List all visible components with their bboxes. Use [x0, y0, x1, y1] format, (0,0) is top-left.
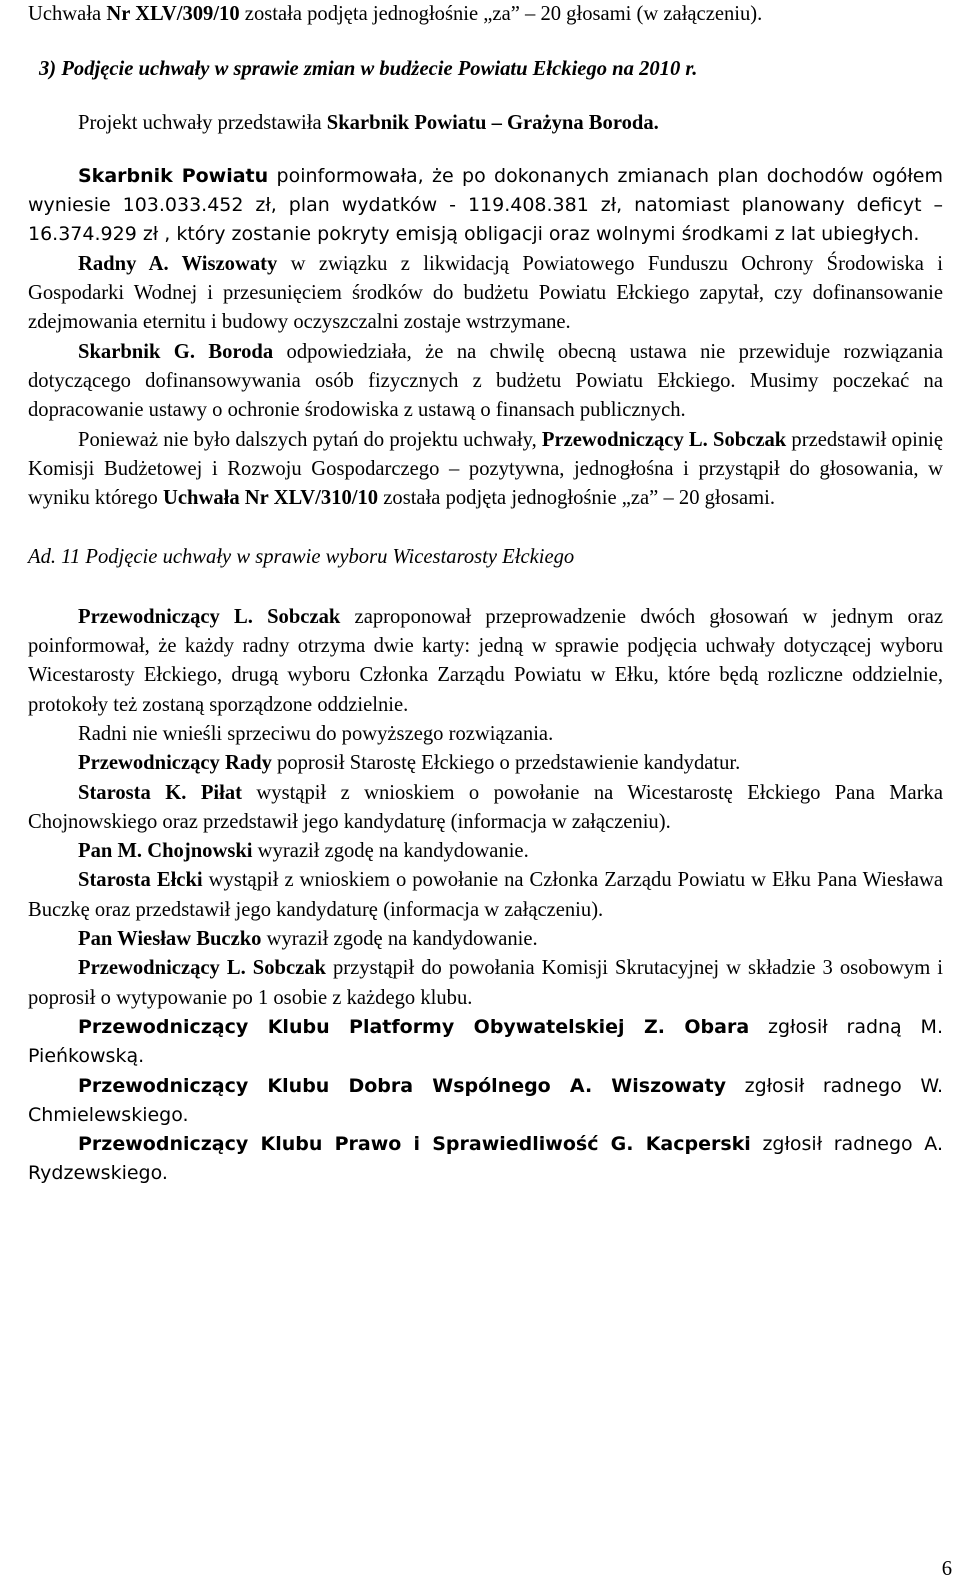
par-starosta-pilat-run: wystąpił z wnioskiem o powołanie na Wicestarostę Ełckiego Pana Marka Chojnowskiego oraz przedstawił jego kandydaturę (informacja w załączeniu). [28, 781, 943, 833]
par-projekt-run: Skarbnik Powiatu – Grażyna Boroda. [326, 111, 659, 134]
par-uchwala-309-run: Uchwała [28, 3, 107, 25]
par-uchwala-309-run: Nr XLV/309/10 [106, 3, 240, 25]
par-radny-wiszowaty-run: w związku z likwidacją Powiatowego Funduszu Ochrony Środowiska i Gospodarki Wodnej i przesunięciem środków do budżetu Powiatu Ełckiego zapytał, czy dofinansowanie zdejmowania eternitu i budowy oczyszczalni zostaje wstrzymane. [28, 252, 943, 334]
par-skarbnik-boroda [28, 338, 943, 426]
par-przewodniczacy-rady [28, 749, 943, 778]
par-przewodniczacy-glosowanie [28, 603, 943, 720]
par-klub-po-run: zgłosił radną M. Pieńkowską. [28, 1015, 943, 1068]
par-starosta-pilat [28, 779, 943, 838]
heading-item-3 [39, 55, 943, 84]
document-page [28, 0, 943, 1189]
par-uchwala-310-run: Uchwała Nr XLV/310/10 [163, 487, 379, 510]
par-skarbnik-dochody [28, 162, 943, 250]
heading-ad-11 [28, 543, 943, 572]
par-klub-pis [28, 1130, 943, 1189]
par-radni-sprzeciw-run: Radni nie wnieśli sprzeciwu do powyższego rozwiązania. [78, 722, 554, 745]
par-radny-wiszowaty [28, 250, 943, 338]
par-klub-dobro-run: Przewodniczący Klubu Dobra Wspólnego A. Wiszowaty [78, 1074, 727, 1097]
par-chojnowski-run: wyraził zgodę na kandydowanie. [252, 840, 529, 863]
par-radny-wiszowaty-run: Radny A. Wiszowaty [78, 252, 278, 275]
par-przewodniczacy-rady-run: poprosił Starostę Ełckiego o przedstawienie kandydatur. [271, 752, 741, 775]
par-buczko [28, 925, 943, 954]
par-starosta-elcki [28, 866, 943, 925]
par-klub-po-run: Przewodniczący Klubu Platformy Obywatelskiej Z. Obara [78, 1015, 750, 1038]
par-chojnowski-run: Pan M. Chojnowski [78, 840, 253, 863]
par-radni-sprzeciw [28, 720, 943, 749]
par-uchwala-310 [28, 426, 943, 514]
par-przewodniczacy-glosowanie-run: Przewodniczący L. Sobczak [78, 605, 341, 628]
par-komisja-skrutacyjna-run: przystąpił do powołania Komisji Skrutacyjnej w składzie 3 osobowym i poprosił o wytypowanie po 1 osobie z każdego klubu. [28, 957, 943, 1009]
par-uchwala-309 [28, 0, 943, 29]
par-komisja-skrutacyjna [28, 954, 943, 1013]
par-uchwala-310-run: Ponieważ nie było dalszych pytań do projektu uchwały, [78, 428, 542, 451]
par-przewodniczacy-rady-run: Przewodniczący Rady [78, 752, 272, 775]
par-uchwala-309-run: została podjęta jednogłośnie „za” – 20 głosami (w załączeniu). [239, 3, 763, 25]
par-buczko-run: Pan Wiesław Buczko [78, 928, 262, 951]
heading-item-3-run: 3) [39, 58, 62, 81]
par-chojnowski [28, 837, 943, 866]
par-przewodniczacy-glosowanie-run: zaproponował przeprowadzenie dwóch głosowań w jednym oraz poinformował, że każdy radny otrzyma dwie karty: jedną w sprawie podjęcia uchwały dotyczącej wyboru Wicestarosty Ełckiego, drugą wyboru Członka Zarządu Powiatu w Ełku, które będą rozliczne oddzielnie, protokoły też zostaną sporządzone oddzielnie. [28, 605, 943, 716]
par-buczko-run: wyraził zgodę na kandydowanie. [261, 928, 538, 951]
par-uchwala-310-run: przedstawił opinię Komisji Budżetowej i Rozwoju Gospodarczego – pozytywna, jednogłośna i przystąpił do głosowania, w wyniku którego [28, 428, 944, 510]
par-klub-dobro [28, 1072, 943, 1131]
par-projekt-run: Projekt uchwały przedstawiła [78, 111, 327, 134]
par-klub-dobro-run: zgłosił radnego W. Chmielewskiego. [28, 1074, 943, 1126]
par-skarbnik-boroda-run: Skarbnik G. Boroda [78, 340, 274, 363]
par-projekt [28, 109, 943, 138]
par-klub-pis-run: Przewodniczący Klubu Prawo i Sprawiedliwość G. Kacperski [78, 1133, 751, 1156]
page-number: 6 [941, 1558, 952, 1580]
heading-item-3-run: Podjęcie uchwały w sprawie zmian w budżecie Powiatu Ełckiego na 2010 r. [61, 58, 698, 81]
par-komisja-skrutacyjna-run: Przewodniczący L. Sobczak [78, 957, 326, 980]
par-starosta-pilat-run: Starosta K. Piłat [78, 781, 242, 804]
par-uchwala-310-run: Przewodniczący L. Sobczak [541, 428, 787, 451]
par-skarbnik-dochody-run: poinformowała, że po dokonanych zmianach plan dochodów ogółem wyniesie 103.033.452 zł, plan wydatków - 119.408.381 zł, natomiast planowany deficyt – 16.374.929 zł , który zostanie pokryty emisją obligacji oraz wolnymi środkami z lat ubiegłych. [28, 164, 943, 246]
par-klub-pis-run: zgłosił radnego A. Rydzewskiego. [28, 1133, 943, 1185]
par-starosta-elcki-run: wystąpił z wnioskiem o powołanie na Członka Zarządu Powiatu w Ełku Pana Wiesława Buczkę oraz przedstawił jego kandydaturę (informacja w załączeniu). [28, 869, 943, 921]
heading-ad-11-run: Ad. 11 Podjęcie uchwały w sprawie wyboru Wicestarosty Ełckiego [28, 546, 575, 569]
par-starosta-elcki-run: Starosta Ełcki [78, 869, 203, 892]
par-uchwala-310-run: została podjęta jednogłośnie „za” – 20 głosami. [378, 487, 775, 510]
par-klub-po [28, 1013, 943, 1072]
par-skarbnik-dochody-run: Skarbnik Powiatu [78, 164, 269, 187]
par-skarbnik-boroda-run: odpowiedziała, że na chwilę obecną ustawa nie przewiduje rozwiązania dotyczącego dofinansowywania osób fizycznych z budżetu Powiatu Ełckiego. Musimy poczekać na dopracowanie ustawy o ochronie środowiska z ustawą o finansach publicznych. [28, 340, 943, 422]
